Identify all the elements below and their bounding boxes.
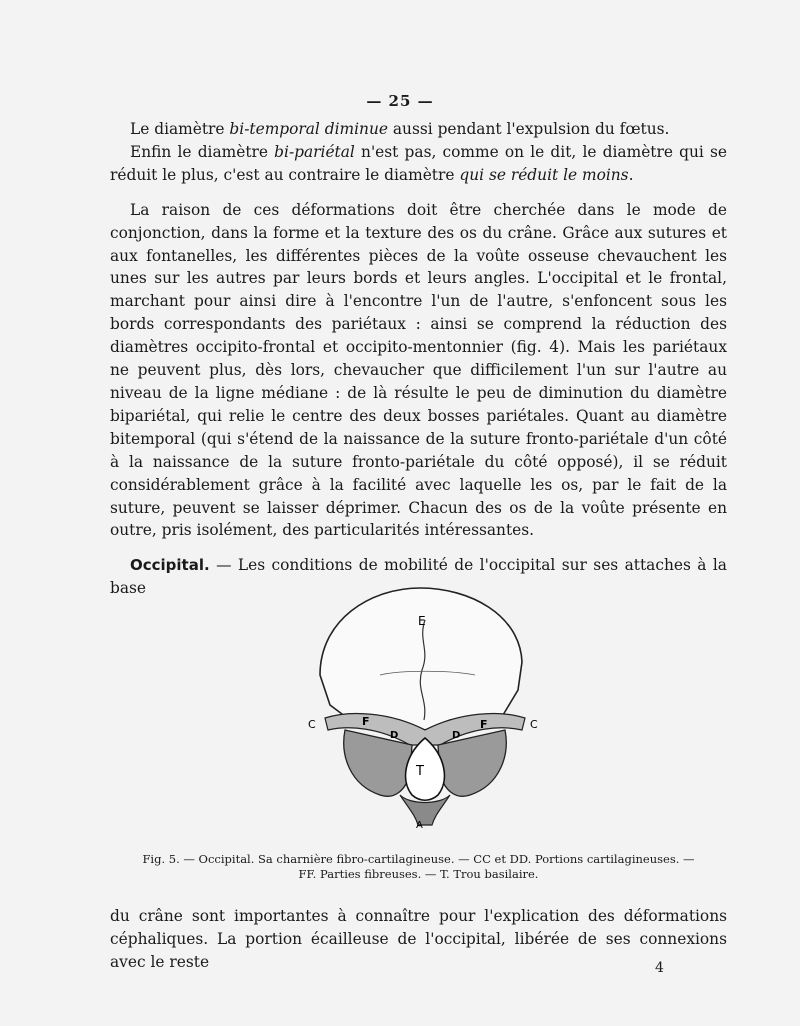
section-heading-occipital: Occipital. (130, 556, 210, 575)
occipital-drawing (300, 580, 550, 830)
label-D-left: D (390, 730, 399, 741)
paragraph-3: La raison de ces déformations doit être cherchée dans le mode de conjonction, dans la forme et la texture des os du crâne. Grâce aux sutures et aux fontanelles, les différentes pièces de la voûte osseuse chevauchent les unes sur les autres par leurs bords et leurs angles. L'occipital et le frontal, marchant pour ainsi dire à l'encontre l'un de l'autre, s'enfoncent sous les bords correspondants des pariétaux : ainsi se comprend la réduction des diamètres occipito-frontal et occipito-mentonnier (fig. 4). Mais les pariétaux ne peuvent plus, dès lors, chevaucher que difficilement l'un sur l'autre au niveau de la ligne médiane : de là résulte le peu de diminution du diamètre bipariétal, qui relie le centre des deux bosses pariétales. Quant au diamètre bitemporal (qui s'étend de la naissance de la suture fronto-pariétale d'un côté à la naissance de la suture fronto-pariétale du côté opposé), il se réduit considérablement grâce à la facilité avec laquelle les os, par le fait de la suture, peuvent se laisser déprimer. Chacun des os de la voûte présente en outre, pris isolément, des particularités intéressantes. (110, 200, 727, 540)
p4-text: — Les conditions de mobilité de l'occipital sur ses attaches à la base (110, 556, 727, 598)
p1-em: bi-temporal diminue (229, 120, 388, 138)
p2-em1: bi-pariétal (274, 142, 355, 161)
label-F-right: F (480, 718, 488, 731)
p1-post: aussi pendant l'expulsion du fœtus. (387, 120, 670, 138)
page-number: — 25 — (366, 92, 434, 110)
paragraph-1 (110, 118, 727, 141)
label-A: A (416, 820, 423, 830)
figure-occipital (300, 580, 550, 830)
label-F-left: F (362, 715, 370, 728)
paragraph-5: du crâne sont importantes à connaître pour l'explication des déformations céphaliques. La portion écailleuse de l'occipital, libérée de ses connexions avec le reste (110, 907, 727, 971)
p1-pre: Le diamètre (130, 120, 230, 138)
body-text-top (110, 118, 727, 600)
body-text-bottom (110, 905, 727, 974)
signature-mark: 4 (655, 960, 664, 976)
p2-mid: n'est pas, comme on le dit, le diamètre qui se réduit le plus, c'est au contraire le diamètre (110, 142, 727, 184)
label-C-left: C (308, 718, 316, 731)
figure-caption (110, 852, 727, 882)
squama-shape (320, 588, 522, 730)
label-T: T (416, 764, 424, 779)
label-C-right: C (530, 718, 538, 731)
label-D-right: D (452, 730, 461, 741)
caption-line-2: FF. Parties fibreuses. — T. Trou basilaire. (298, 867, 539, 881)
caption-line-1: Fig. 5. — Occipital. Sa charnière fibro-cartilagineuse. — CC et DD. Portions cartilagineuses. — (142, 852, 695, 866)
p2-pre: Enfin le diamètre (130, 142, 275, 161)
p2-em2: qui se réduit le moins (459, 165, 629, 184)
paragraph-2 (110, 141, 727, 187)
p2-post: . (628, 165, 634, 184)
label-E: E (418, 614, 426, 628)
